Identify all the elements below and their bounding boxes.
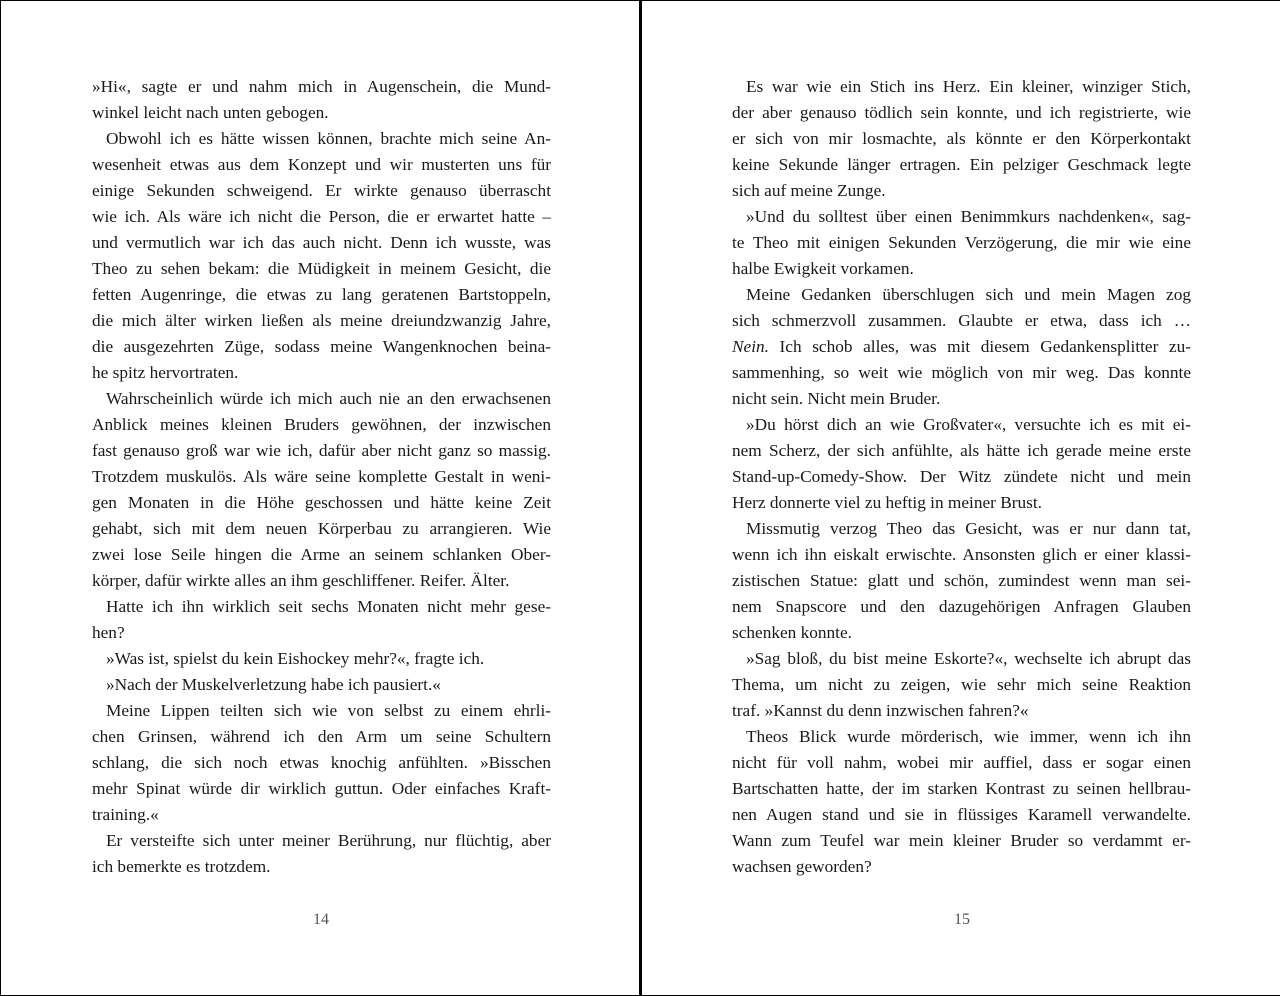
text-line: fast genauso groß war wie ich, dafür aber nicht ganz so massig. [92, 441, 551, 460]
text-line: Er versteifte sich unter meiner Berührung, nur flüchtig, aber [106, 831, 551, 850]
paragraph [732, 282, 1191, 412]
paragraph [92, 74, 551, 126]
text-line: chen Grinsen, während ich den Arm um seine Schultern [92, 727, 551, 746]
paragraph [92, 386, 551, 594]
text-line: Theo zu sehen bekam: die Müdigkeit in meinem Gesicht, die [92, 259, 551, 278]
text-line: »Was ist, spielst du kein Eishockey mehr?«, fragte ich. [106, 649, 485, 668]
right-page-text [732, 74, 1191, 880]
text-line: schenken konnte. [732, 623, 852, 642]
text-line: traf. »Kannst du denn inzwischen fahren?« [732, 701, 1029, 720]
paragraph [92, 828, 551, 880]
text-line: er sich von mir losmachte, als könnte er den Körperkontakt [732, 129, 1191, 148]
text-line: die ausgezehrten Züge, sodass meine Wangenknochen beina- [92, 337, 551, 356]
text-line: Herz donnerte viel zu heftig in meiner Brust. [732, 493, 1042, 512]
paragraph [92, 672, 551, 698]
text-line: gen Monaten in die Höhe geschossen und hätte keine Zeit [92, 493, 551, 512]
text-line: nen Augen stand und sie in flüssiges Karamell verwandelte. [732, 805, 1191, 824]
text-line: Missmutig verzog Theo das Gesicht, was er nur dann tat, [746, 519, 1191, 538]
text-line: Meine Gedanken überschlugen sich und mein Magen zog [746, 285, 1191, 304]
text-line: zwei lose Seile hingen die Arme an seinem schlanken Ober- [92, 545, 551, 564]
text-line: Hatte ich ihn wirklich seit sechs Monaten nicht mehr gese- [106, 597, 551, 616]
right-page [642, 1, 1280, 995]
text-line: Thema, um nicht zu zeigen, wie sehr mich seine Reaktion [732, 675, 1191, 694]
text-line: fetten Augenringe, die etwas zu lang geratenen Bartstoppeln, [92, 285, 551, 304]
paragraph [92, 646, 551, 672]
text-line: Theos Blick wurde mörderisch, wie immer, wenn ich ihn [746, 727, 1191, 746]
right-page-number: 15 [954, 911, 970, 928]
text-line: wie ich. Als wäre ich nicht die Person, die er erwartet hatte – [92, 207, 551, 226]
text-line: sammenhing, so weit wie möglich von mir weg. Das konnte [732, 363, 1191, 382]
text-line: nem Scherz, der sich anfühlte, als hätte ich gerade meine erste [732, 441, 1191, 460]
paragraph [92, 594, 551, 646]
paragraph [92, 126, 551, 386]
paragraph [92, 698, 551, 828]
paragraph [732, 724, 1191, 880]
text-line: wachsen geworden? [732, 857, 872, 876]
left-page-number: 14 [313, 911, 329, 928]
text-line: wenn ich ihn eiskalt erwischte. Ansonsten glich er einer klassi- [732, 545, 1191, 564]
text-line: und vermutlich war ich das auch nicht. Denn ich wusste, was [92, 233, 551, 252]
paragraph [732, 646, 1191, 724]
text-line: wesenheit etwas aus dem Konzept und wir musterten uns für [92, 155, 551, 174]
text-line: »Nach der Muskelverletzung habe ich pausiert.« [106, 675, 441, 694]
text-line: Stand-up-Comedy-Show. Der Witz zündete nicht und mein [732, 467, 1191, 486]
text-line: die mich älter wirken ließen als meine dreiundzwanzig Jahre, [92, 311, 551, 330]
text-line: gehabt, sich mit dem neuen Körperbau zu arrangieren. Wie [92, 519, 551, 538]
paragraph [732, 412, 1191, 516]
text-line: Meine Lippen teilten sich wie von selbst zu einem ehrli- [106, 701, 551, 720]
text-line: Anblick meines kleinen Bruders gewöhnen, der inzwischen [92, 415, 551, 434]
text-line: nicht für voll nahm, wobei mir auffiel, dass er sogar einen [732, 753, 1191, 772]
text-line: Nein. Ich schob alles, was mit diesem Gedankensplitter zu- [732, 337, 1191, 356]
text-line: Obwohl ich es hätte wissen können, brachte mich seine An- [106, 129, 551, 148]
text-line: keine Sekunde länger ertragen. Ein pelziger Geschmack legte [732, 155, 1191, 174]
text-line: sich auf meine Zunge. [732, 181, 886, 200]
text-line: mehr Spinat würde dir wirklich guttun. Oder einfaches Kraft- [92, 779, 551, 798]
text-line: Wahrscheinlich würde ich mich auch nie an den erwachsenen [106, 389, 551, 408]
text-line: körper, dafür wirkte alles an ihm geschliffener. Reifer. Älter. [92, 571, 510, 590]
text-line: Wann zum Teufel war mein kleiner Bruder so verdammt er- [732, 831, 1191, 850]
paragraph [732, 74, 1191, 204]
text-line: Es war wie ein Stich ins Herz. Ein kleiner, winziger Stich, [746, 77, 1191, 96]
text-line: te Theo mit einigen Sekunden Verzögerung, die mir wie eine [732, 233, 1191, 252]
text-line: hen? [92, 623, 125, 642]
text-line: »Hi«, sagte er und nahm mich in Augenschein, die Mund- [92, 77, 551, 96]
text-line: sich schmerzvoll zusammen. Glaubte er etwa, dass ich … [732, 311, 1191, 330]
left-page-text [92, 74, 551, 880]
paragraph [732, 516, 1191, 646]
text-line: schlang, die sich noch etwas knochig anfühlten. »Bisschen [92, 753, 551, 772]
text-line: ich bemerkte es trotzdem. [92, 857, 271, 876]
text-line: der aber genauso tödlich sein konnte, und ich registrierte, wie [732, 103, 1191, 122]
text-line: he spitz hervortraten. [92, 363, 239, 382]
text-line: »Und du solltest über einen Benimmkurs nachdenken«, sag- [746, 207, 1191, 226]
text-line: einige Sekunden schweigend. Er wirkte genauso überrascht [92, 181, 551, 200]
text-line: training.« [92, 805, 159, 824]
text-line: zistischen Statue: glatt und schön, zumindest wenn man sei- [732, 571, 1191, 590]
text-line: »Sag bloß, du bist meine Eskorte?«, wechselte ich abrupt das [746, 649, 1191, 668]
left-page [1, 1, 640, 995]
text-line: halbe Ewigkeit vorkamen. [732, 259, 914, 278]
text-line: Trotzdem muskulös. Als wäre seine komplette Gestalt in weni- [92, 467, 551, 486]
text-line: winkel leicht nach unten gebogen. [92, 103, 329, 122]
paragraph [732, 204, 1191, 282]
text-line: Bartschatten hatte, der im starken Kontrast zu seinen hellbrau- [732, 779, 1191, 798]
text-line: nem Snapscore und den dazugehörigen Anfragen Glauben [732, 597, 1191, 616]
text-line: »Du hörst dich an wie Großvater«, versuchte ich es mit ei- [746, 415, 1191, 434]
text-line: nicht sein. Nicht mein Bruder. [732, 389, 941, 408]
